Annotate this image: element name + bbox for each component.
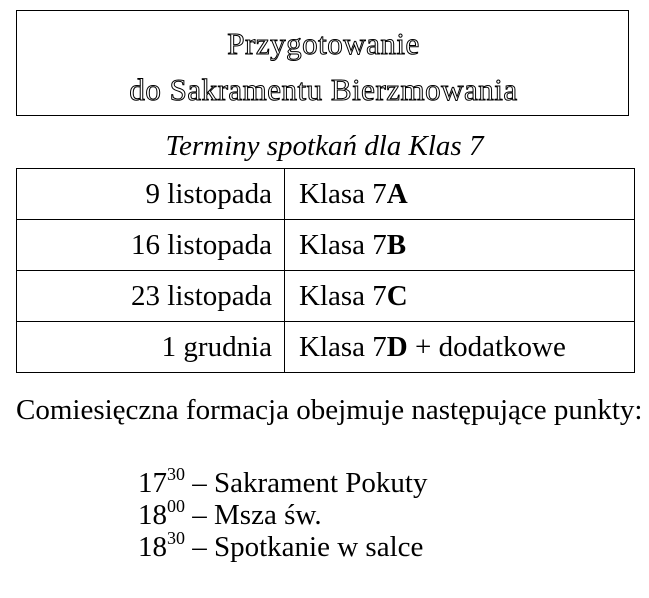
class-letter: D — [386, 330, 408, 363]
class-cell — [285, 220, 635, 271]
title-outline-text — [17, 11, 630, 117]
title-line-2: do Sakramentu Bierzmowania — [129, 72, 518, 107]
class-prefix: Klasa 7 — [299, 330, 387, 363]
class-letter: B — [386, 228, 407, 261]
class-letter: C — [386, 279, 408, 312]
date-cell: 1 grudnia — [17, 322, 285, 373]
date-cell: 9 listopada — [17, 169, 285, 220]
formation-intro: Comiesięczna formacja obejmuje następujące punkty: — [16, 394, 643, 426]
list-item — [138, 464, 428, 499]
item-hour: 17 — [138, 467, 167, 499]
class-cell — [285, 271, 635, 322]
item-minutes: 30 — [167, 528, 185, 548]
formation-items — [138, 464, 428, 563]
class-prefix: Klasa 7 — [299, 177, 387, 210]
class-prefix: Klasa 7 — [299, 228, 387, 261]
table-row — [17, 322, 635, 373]
schedule-table — [16, 168, 635, 373]
item-minutes: 30 — [167, 464, 185, 484]
item-hour: 18 — [138, 499, 167, 531]
class-letter: A — [386, 177, 408, 210]
schedule-subtitle: Terminy spotkań dla Klas 7 — [165, 130, 484, 162]
class-extra: + dodatkowe — [407, 330, 566, 363]
table-row — [17, 271, 635, 322]
item-hour: 18 — [138, 531, 167, 563]
table-row — [17, 220, 635, 271]
date-cell: 23 listopada — [17, 271, 285, 322]
title-box — [16, 10, 629, 116]
class-cell — [285, 322, 635, 373]
class-cell — [285, 169, 635, 220]
date-cell: 16 listopada — [17, 220, 285, 271]
title-line-1: Przygotowanie — [227, 26, 420, 61]
item-text: – Sakrament Pokuty — [185, 467, 428, 499]
item-text: – Msza św. — [185, 499, 322, 531]
list-item — [138, 528, 427, 563]
table-row — [17, 169, 635, 220]
list-item — [138, 496, 427, 531]
class-prefix: Klasa 7 — [299, 279, 387, 312]
item-text: – Spotkanie w salce — [185, 531, 424, 563]
item-minutes: 00 — [167, 496, 185, 516]
